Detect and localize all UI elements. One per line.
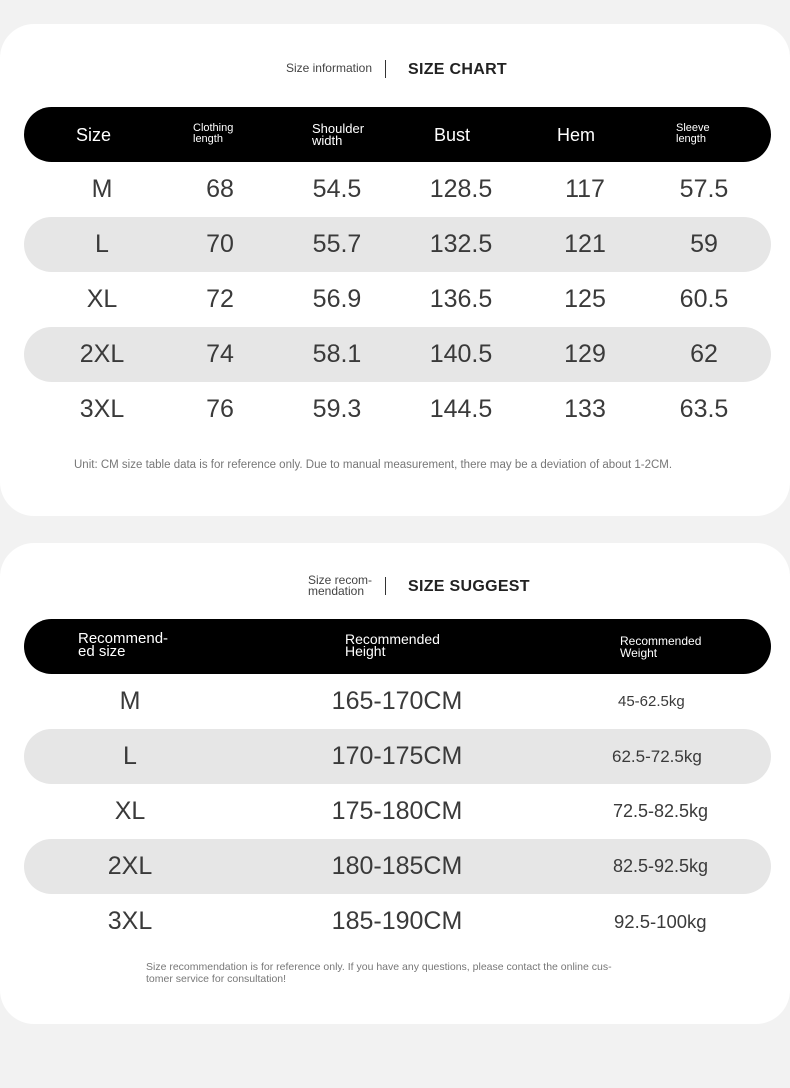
size-chart-heading: [0, 56, 790, 96]
table-row: [24, 894, 771, 949]
cell-hem: 129: [564, 340, 606, 368]
size-chart-note: Unit: CM size table data is for reference only. Due to manual measurement, there may be a deviation of about 1-2CM.: [74, 459, 673, 471]
cell-size: L: [123, 742, 137, 770]
cell-bust: 132.5: [429, 230, 493, 258]
cell-size: L: [95, 230, 109, 258]
table-row: [24, 674, 771, 729]
cell-shoulder-width: 55.7: [312, 230, 362, 258]
cell-height: 175-180CM: [331, 797, 463, 825]
table-row: [24, 839, 771, 894]
table-row: [24, 272, 771, 327]
cell-weight: 82.5-92.5kg: [613, 856, 709, 876]
cell-weight: 45-62.5kg: [618, 693, 685, 710]
heading-divider: [385, 577, 386, 595]
size-chart-section-label: Size information: [285, 61, 372, 75]
table-row: [24, 382, 771, 437]
cell-weight: 92.5-100kg: [614, 911, 707, 932]
cell-hem: 117: [565, 175, 605, 203]
cell-shoulder-width: 58.1: [312, 340, 362, 368]
table-row: [24, 217, 771, 272]
cell-size: XL: [114, 797, 146, 825]
cell-height: 180-185CM: [331, 852, 463, 880]
table-row: [24, 327, 771, 382]
size-suggest-header-row: [24, 619, 771, 674]
header-clothing-length: Clothing length: [193, 122, 234, 145]
header-size: Size: [76, 125, 112, 145]
cell-size: 2XL: [107, 852, 153, 880]
cell-weight: 72.5-82.5kg: [613, 801, 709, 821]
cell-bust: 128.5: [429, 175, 493, 203]
cell-hem: 125: [564, 285, 606, 313]
cell-sleeve-length: 57.5: [679, 175, 729, 203]
size-suggest-title: SIZE SUGGEST: [408, 578, 530, 595]
cell-clothing-length: 74: [206, 340, 234, 368]
cell-height: 185-190CM: [331, 907, 463, 935]
header-recommended-size: Recommend- ed size: [78, 630, 169, 660]
size-suggest-note: Size recommendation is for reference only. If you have any questions, please contact the online cus- tomer service for consultation!: [146, 961, 612, 985]
cell-bust: 144.5: [429, 395, 493, 423]
header-shoulder-width: Shoulder width: [312, 121, 365, 148]
cell-size: M: [91, 175, 113, 203]
cell-hem: 121: [564, 230, 606, 258]
size-suggest-section-label: Size recom- mendation: [307, 573, 372, 598]
cell-sleeve-length: 63.5: [679, 395, 729, 423]
cell-shoulder-width: 56.9: [312, 285, 362, 313]
size-suggest-card: [0, 543, 790, 1024]
cell-height: 165-170CM: [331, 687, 463, 715]
cell-height: 170-175CM: [331, 742, 463, 770]
cell-bust: 140.5: [429, 340, 493, 368]
table-row: [24, 784, 771, 839]
cell-clothing-length: 68: [206, 175, 234, 203]
cell-size: 2XL: [79, 340, 125, 368]
cell-clothing-length: 76: [206, 395, 234, 423]
header-bust: Bust: [434, 125, 471, 145]
cell-shoulder-width: 54.5: [312, 175, 362, 203]
cell-weight: 62.5-72.5kg: [612, 747, 702, 766]
cell-bust: 136.5: [429, 285, 493, 313]
table-row: [24, 162, 771, 217]
cell-sleeve-length: 60.5: [679, 285, 729, 313]
size-chart-card: [0, 24, 790, 516]
header-recommended-height: Recommended Height: [345, 631, 440, 659]
heading-divider: [385, 60, 386, 78]
cell-clothing-length: 70: [206, 230, 234, 258]
cell-sleeve-length: 62: [690, 340, 718, 368]
cell-sleeve-length: 59: [690, 230, 718, 258]
cell-size: XL: [86, 285, 118, 313]
cell-size: 3XL: [79, 395, 125, 423]
cell-size: 3XL: [107, 907, 153, 935]
header-hem: Hem: [557, 125, 596, 145]
cell-size: M: [119, 687, 141, 715]
cell-hem: 133: [564, 395, 606, 423]
cell-shoulder-width: 59.3: [312, 395, 362, 423]
size-chart-title: SIZE CHART: [408, 61, 507, 78]
size-chart-header-row: [24, 107, 771, 162]
header-recommended-weight: Recommended Weight: [620, 634, 702, 660]
header-sleeve-length: Sleeve length: [676, 122, 710, 145]
table-row: [24, 729, 771, 784]
size-suggest-heading: [0, 573, 790, 613]
cell-clothing-length: 72: [206, 285, 234, 313]
